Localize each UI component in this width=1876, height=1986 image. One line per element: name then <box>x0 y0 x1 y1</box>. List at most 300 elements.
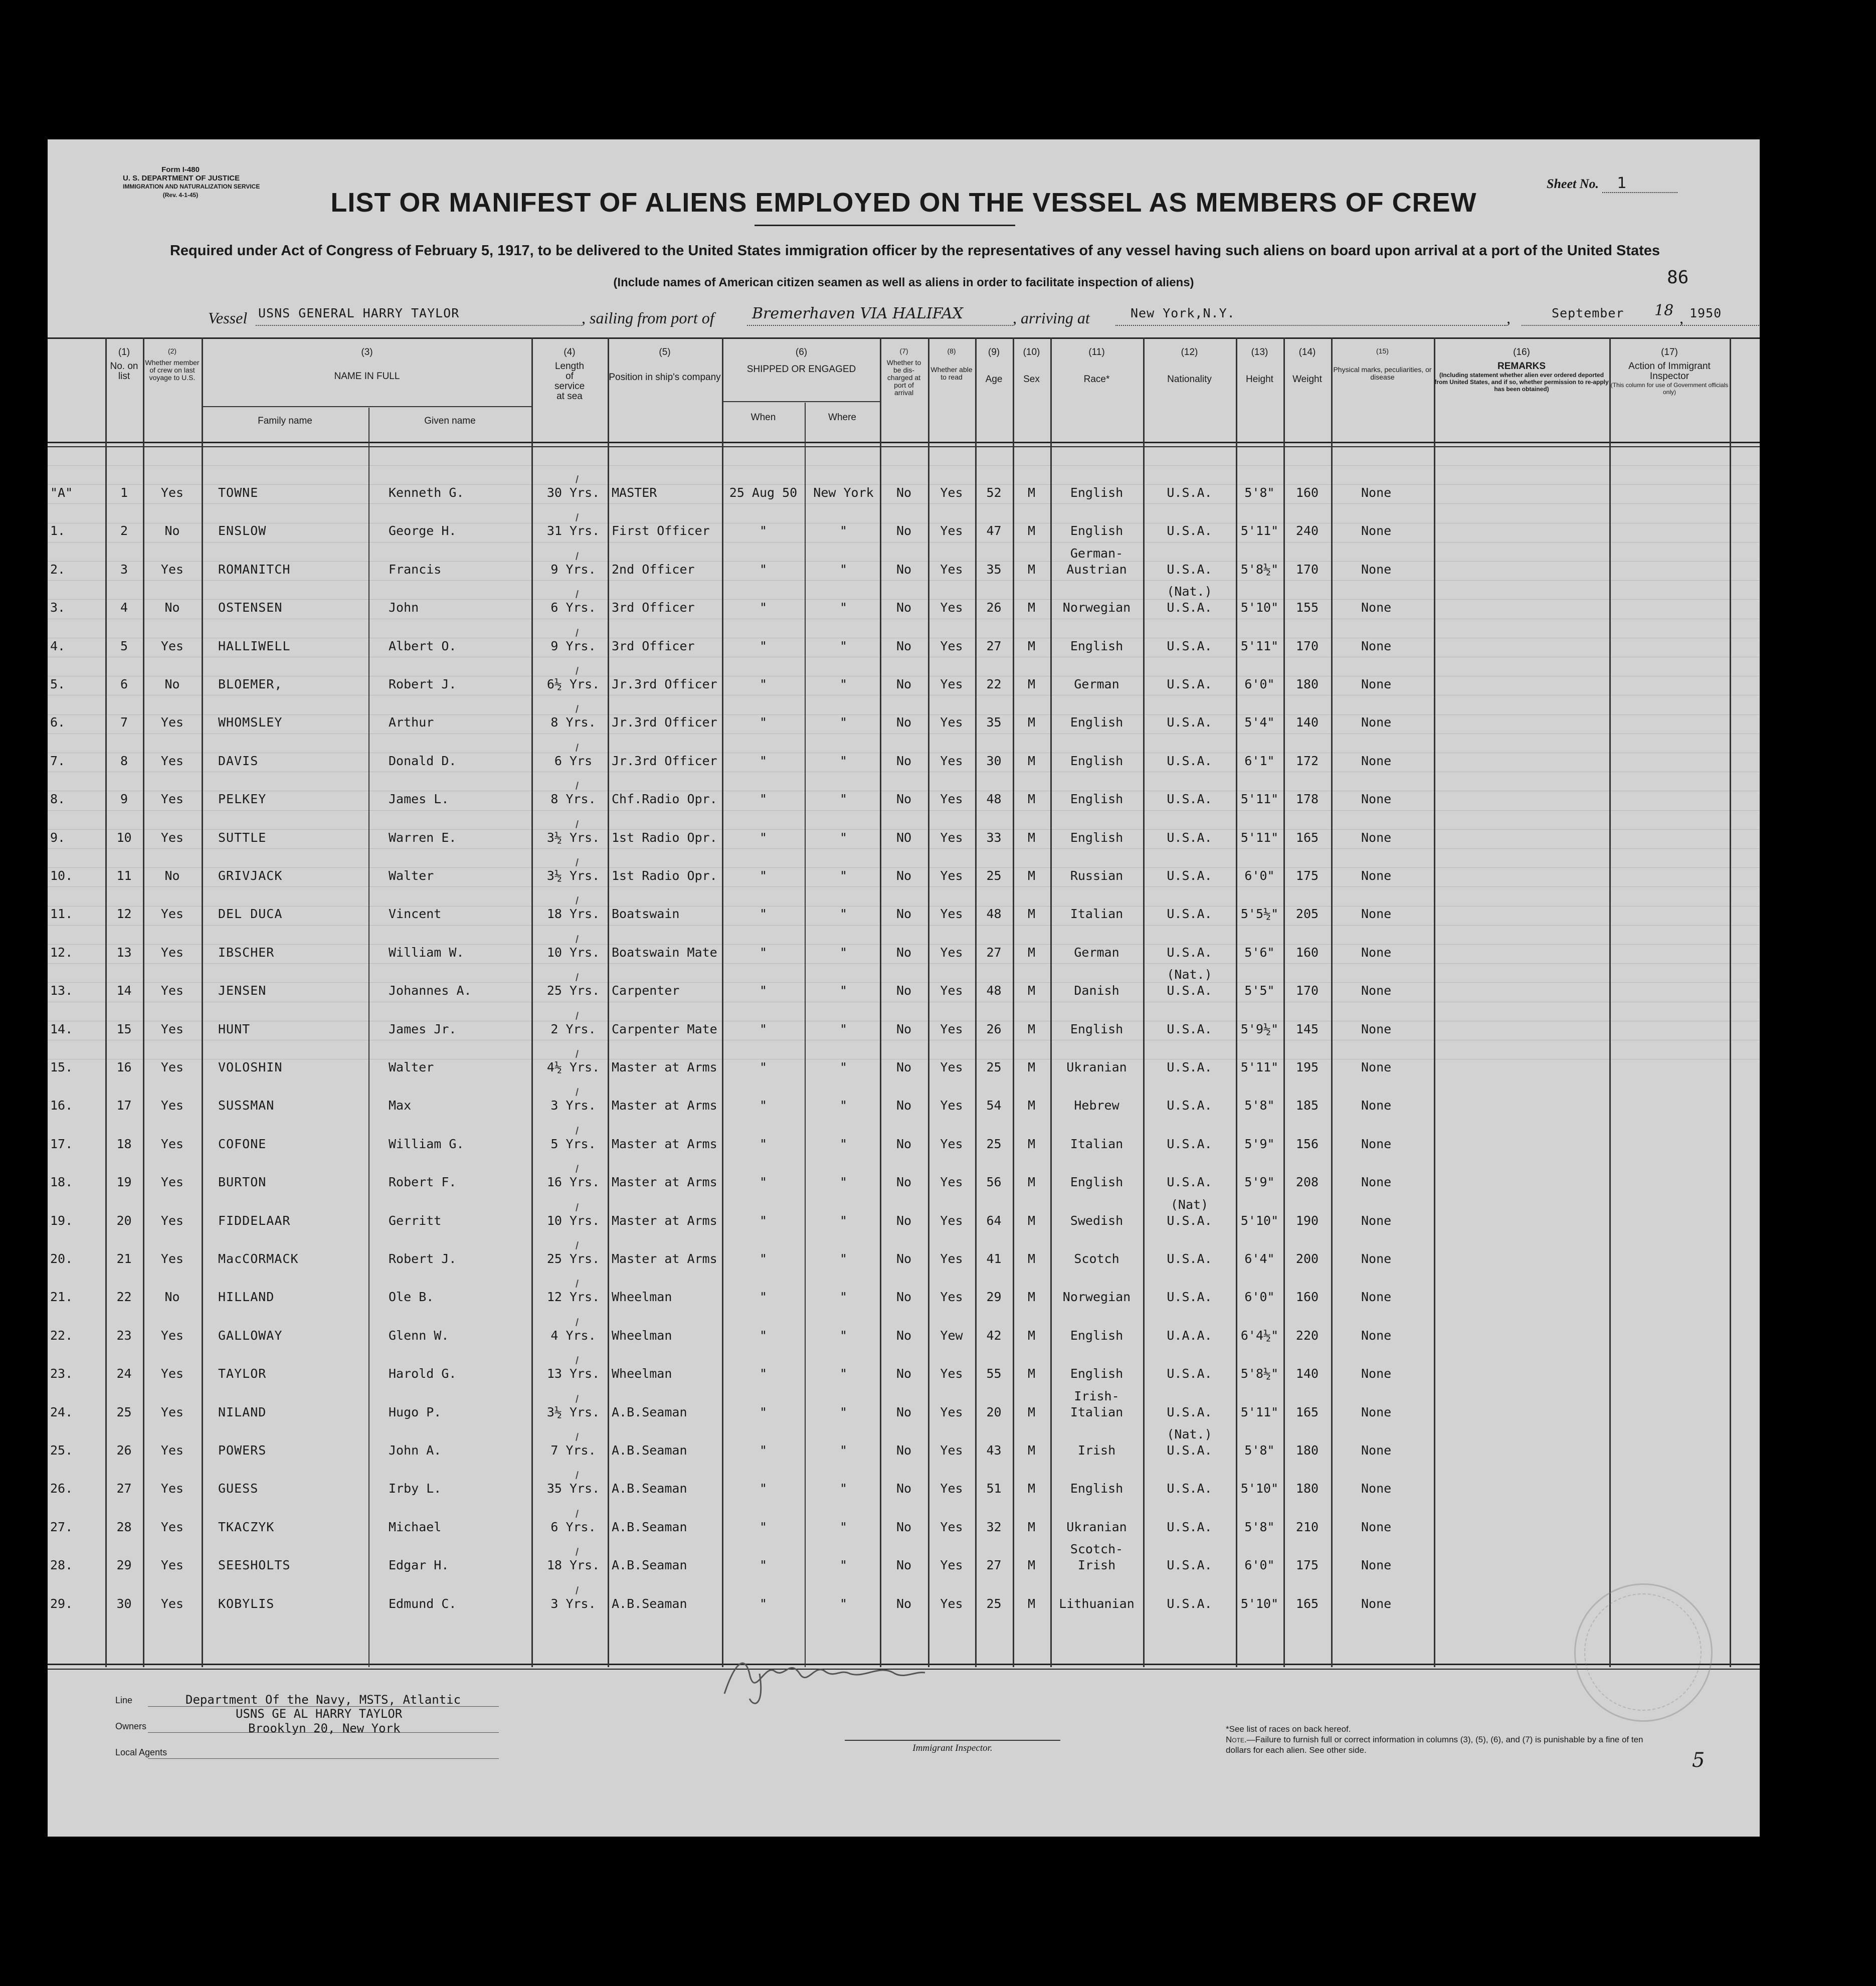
row-rule <box>48 886 1760 887</box>
length-of-service: 10 Yrs. <box>546 945 600 960</box>
given-name: Glenn W. <box>389 1328 449 1343</box>
shipped-when: " <box>759 1366 768 1381</box>
height: 6'4½" <box>1240 1328 1279 1343</box>
list-mark: 7. <box>50 753 66 768</box>
owners-label: Owners <box>115 1721 147 1731</box>
service-tick-mark <box>576 1165 579 1173</box>
weight: 195 <box>1295 1060 1319 1074</box>
column-number: (11) <box>1088 347 1105 357</box>
race: Russian <box>1070 868 1123 883</box>
able-to-read: Yes <box>940 983 963 998</box>
table-row <box>48 1328 1760 1344</box>
position: Master at Arms <box>612 1098 717 1113</box>
height: 5'4" <box>1244 715 1275 730</box>
weight: 165 <box>1295 830 1319 845</box>
length-of-service: 6 Yrs. <box>550 600 596 615</box>
include-note: (Include names of American citizen seamen as well as aliens in order to facilitate inspection of aliens) <box>613 276 1194 289</box>
height: 6'0" <box>1244 1558 1275 1573</box>
race: English <box>1070 753 1123 768</box>
list-number: 10 <box>116 830 132 845</box>
family-name: OSTENSEN <box>218 600 283 615</box>
physical-marks: None <box>1361 830 1392 845</box>
column-label: Nationality <box>1167 374 1212 385</box>
list-mark: 1. <box>50 523 66 538</box>
given-name: Robert F. <box>389 1175 457 1190</box>
header-age <box>975 347 1013 385</box>
list-number: 19 <box>116 1175 132 1190</box>
nationality: U.S.A. <box>1167 523 1212 538</box>
column-label: Position in ship's company <box>609 372 721 383</box>
discharged: No <box>896 1136 912 1151</box>
length-of-service: 3½ Yrs. <box>546 830 600 845</box>
shipped-when: " <box>759 1558 768 1573</box>
last-voyage: Yes <box>160 983 184 998</box>
race: Ukranian <box>1066 1519 1127 1534</box>
table-row <box>48 967 1760 999</box>
discharged: NO <box>896 830 912 845</box>
nationality: U.S.A. <box>1167 945 1212 960</box>
service-tick-mark <box>576 1356 579 1364</box>
sex: M <box>1027 1060 1036 1074</box>
list-number: 13 <box>116 945 132 960</box>
column-label: REMARKS <box>1497 361 1546 372</box>
column-number: (3) <box>361 347 373 357</box>
position: 3rd Officer <box>612 600 695 615</box>
table-row <box>48 1197 1760 1229</box>
family-name: VOLOSHIN <box>218 1060 283 1074</box>
table-row <box>48 715 1760 731</box>
service-tick-mark <box>576 1586 579 1594</box>
column-label: Length of service at sea <box>554 361 585 402</box>
table-row <box>48 1542 1760 1574</box>
race: English <box>1070 1366 1123 1381</box>
header-physical-marks <box>1331 347 1434 381</box>
list-mark: 22. <box>50 1328 73 1343</box>
shipped-when: " <box>759 1060 768 1074</box>
able-to-read: Yes <box>940 600 963 615</box>
note-label: Note. <box>1226 1735 1247 1744</box>
discharged: No <box>896 907 912 922</box>
length-of-service: 31 Yrs. <box>546 523 600 538</box>
age: 27 <box>986 1558 1002 1573</box>
weight: 170 <box>1295 638 1319 653</box>
nationality: U.S.A. <box>1167 1404 1212 1419</box>
position: 1st Radio Opr. <box>612 830 717 845</box>
physical-marks: None <box>1361 1404 1392 1419</box>
weight: 140 <box>1295 1366 1319 1381</box>
family-name: JENSEN <box>218 983 267 998</box>
shipped-where: " <box>839 1213 848 1228</box>
sex: M <box>1027 1328 1036 1343</box>
last-voyage: Yes <box>160 638 184 653</box>
age: 22 <box>986 677 1002 691</box>
physical-marks: None <box>1361 1213 1392 1228</box>
shipped-when: " <box>759 830 768 845</box>
header-able-to-read <box>928 347 975 381</box>
shipped-when: " <box>759 1021 768 1036</box>
height: 5'11" <box>1240 638 1279 653</box>
race: English <box>1070 792 1123 807</box>
service-tick-mark <box>576 1203 579 1211</box>
physical-marks: None <box>1361 868 1392 883</box>
family-name: FIDDELAAR <box>218 1213 291 1228</box>
discharged: No <box>896 1213 912 1228</box>
list-mark: 23. <box>50 1366 73 1381</box>
service-tick-mark <box>576 1280 579 1288</box>
service-tick-mark <box>576 475 579 483</box>
length-of-service: 9 Yrs. <box>550 638 596 653</box>
given-name: Robert J. <box>389 677 457 691</box>
header-shipped-engaged <box>722 347 881 375</box>
given-name: Max <box>389 1098 412 1113</box>
shipped-where: " <box>839 1443 848 1458</box>
header-remarks <box>1434 347 1609 393</box>
weight: 145 <box>1295 1021 1319 1036</box>
arrival-year: 1950 <box>1690 306 1722 320</box>
header-given-name: Given name <box>424 416 476 426</box>
table-row <box>48 523 1760 539</box>
arriving-at: New York,N.Y. <box>1131 306 1235 320</box>
able-to-read: Yes <box>940 792 963 807</box>
shipped-when: " <box>759 1213 768 1228</box>
vessel-label: Vessel <box>208 309 248 327</box>
position: Chf.Radio Opr. <box>612 792 717 807</box>
header-no-on-list <box>105 347 143 382</box>
race: Lithuanian <box>1059 1596 1135 1611</box>
position: 2nd Officer <box>612 562 695 577</box>
able-to-read: Yes <box>940 1213 963 1228</box>
service-tick-mark <box>576 1548 579 1556</box>
sex: M <box>1027 753 1036 768</box>
list-number: 28 <box>116 1519 132 1534</box>
list-number: 12 <box>116 907 132 922</box>
shipped-where: " <box>839 1558 848 1573</box>
title-underline <box>755 225 1015 226</box>
table-row <box>48 1098 1760 1114</box>
nationality: U.S.A. <box>1167 1021 1212 1036</box>
table-row <box>48 830 1760 846</box>
column-number: (16) <box>1513 347 1530 357</box>
able-to-read: Yes <box>940 753 963 768</box>
physical-marks: None <box>1361 1098 1392 1113</box>
inspector-signature <box>714 1644 930 1714</box>
requirement-statement: Required under Act of Congress of February 5, 1917, to be delivered to the United States immigration officer by the representatives of any vessel having such aliens on board upon arrival at a port of the United States <box>169 243 1660 259</box>
header-family-name: Family name <box>258 416 312 426</box>
service-tick-mark <box>576 858 579 866</box>
sex: M <box>1027 792 1036 807</box>
physical-marks: None <box>1361 1060 1392 1074</box>
column-label: Whether able to read <box>930 366 973 381</box>
list-number: 18 <box>116 1136 132 1151</box>
race: Ukranian <box>1066 1060 1127 1074</box>
list-number: 2 <box>120 523 128 538</box>
nationality: U.S.A. <box>1167 485 1212 500</box>
age: 27 <box>986 945 1002 960</box>
family-name: PELKEY <box>218 792 267 807</box>
height: 6'4" <box>1244 1251 1275 1266</box>
able-to-read: Yes <box>940 562 963 577</box>
shipped-when: " <box>759 1596 768 1611</box>
sex: M <box>1027 1596 1036 1611</box>
physical-marks: None <box>1361 1519 1392 1534</box>
family-name: BURTON <box>218 1175 267 1190</box>
shipped-where: New York <box>813 485 874 500</box>
service-tick-mark <box>576 820 579 828</box>
table-row <box>48 792 1760 808</box>
header-nationality <box>1143 347 1236 385</box>
column-number: (2) <box>167 347 177 355</box>
family-name: NILAND <box>218 1404 267 1419</box>
nationality-prefix: (Nat) <box>1170 1197 1209 1212</box>
service-tick-mark <box>576 1012 579 1020</box>
length-of-service: 30 Yrs. <box>546 485 600 500</box>
height: 5'10" <box>1240 600 1279 615</box>
list-number: 21 <box>116 1251 132 1266</box>
nationality: U.S.A. <box>1167 1213 1212 1228</box>
height: 5'8" <box>1244 1098 1275 1113</box>
table-row <box>48 754 1760 770</box>
shipped-when: " <box>759 523 768 538</box>
header-length-of-service <box>531 347 608 402</box>
header-last-voyage <box>143 347 202 382</box>
last-voyage: Yes <box>160 485 184 500</box>
list-number: 23 <box>116 1328 132 1343</box>
last-voyage: Yes <box>160 1596 184 1611</box>
sex: M <box>1027 1404 1036 1419</box>
nationality: U.S.A. <box>1167 868 1212 883</box>
age: 35 <box>986 715 1002 730</box>
nationality: U.S.A. <box>1167 792 1212 807</box>
sailing-label: , sailing from port of <box>582 309 714 327</box>
voyage-line: Vessel USNS GENERAL HARRY TAYLOR , sailing from port of Bremerhaven VIA HALIFAX , arriving at New York,N.Y. , September 18 , 1950 <box>208 309 1647 329</box>
header-when: When <box>751 412 776 423</box>
race: English <box>1070 1175 1123 1190</box>
physical-marks: None <box>1361 1596 1392 1611</box>
last-voyage: Yes <box>160 1366 184 1381</box>
sex: M <box>1027 485 1036 500</box>
column-number: (6) <box>795 347 808 357</box>
race: Irish <box>1077 1558 1116 1573</box>
service-tick-mark <box>576 1395 579 1403</box>
last-voyage: No <box>164 677 180 691</box>
given-name: Kenneth G. <box>389 485 464 500</box>
shipped-where: " <box>839 1175 848 1190</box>
sex: M <box>1027 1021 1036 1036</box>
given-name: George H. <box>389 523 457 538</box>
age: 48 <box>986 907 1002 922</box>
list-number: 17 <box>116 1098 132 1113</box>
family-name: TAYLOR <box>218 1366 267 1381</box>
sex: M <box>1027 638 1036 653</box>
position: 1st Radio Opr. <box>612 868 717 883</box>
shipped-where: " <box>839 715 848 730</box>
age: 26 <box>986 1021 1002 1036</box>
able-to-read: Yes <box>940 1596 963 1611</box>
able-to-read: Yes <box>940 1519 963 1534</box>
list-number: 24 <box>116 1366 132 1381</box>
date-underline <box>1522 325 1760 326</box>
physical-marks: None <box>1361 792 1392 807</box>
race: Italian <box>1070 1136 1123 1151</box>
height: 5'9" <box>1244 1175 1275 1190</box>
position: A.B.Seaman <box>612 1443 687 1458</box>
able-to-read: Yes <box>940 1136 963 1151</box>
corner-mark: 5 <box>1692 1749 1705 1772</box>
discharged: No <box>896 1404 912 1419</box>
shipped-where: " <box>839 1519 848 1534</box>
shipped-when: " <box>759 1136 768 1151</box>
family-name: COFONE <box>218 1136 267 1151</box>
family-name: SUTTLE <box>218 830 267 845</box>
sex: M <box>1027 1443 1036 1458</box>
service-tick-mark <box>576 705 579 713</box>
sheet-value: 1 <box>1602 174 1677 193</box>
table-row <box>48 945 1760 961</box>
column-label: Whether member of crew on last voyage to U.S. <box>145 358 200 382</box>
discharged: No <box>896 868 912 883</box>
service-tick-mark <box>576 513 579 521</box>
given-name: Irby L. <box>389 1481 442 1496</box>
position: Wheelman <box>612 1366 672 1381</box>
header-bottom-rule <box>48 442 1760 447</box>
column-label: Whether to be dis-charged at port of arrival <box>886 358 921 397</box>
vessel-underline <box>256 325 582 326</box>
family-name: DEL DUCA <box>218 907 283 922</box>
family-name: GRIVJACK <box>218 868 283 883</box>
given-name: Francis <box>389 562 442 577</box>
given-name: Robert J. <box>389 1251 457 1266</box>
physical-marks: None <box>1361 562 1392 577</box>
service-tick-mark <box>576 1510 579 1518</box>
table-row <box>48 1520 1760 1536</box>
table-row <box>48 1388 1760 1421</box>
shipped-when: " <box>759 1481 768 1496</box>
last-voyage: Yes <box>160 907 184 922</box>
race: English <box>1070 638 1123 653</box>
race: German <box>1074 945 1119 960</box>
shipped-where: " <box>839 523 848 538</box>
sex: M <box>1027 1213 1036 1228</box>
weight: 172 <box>1295 753 1319 768</box>
column-sublabel: (Including statement whether alien ever ordered deported from United States, and if so, whether permission to re-apply has been obtained) <box>1434 372 1609 393</box>
header-discharged <box>880 347 928 397</box>
weight: 175 <box>1295 1558 1319 1573</box>
column-number: (13) <box>1251 347 1268 357</box>
column-number: (9) <box>988 347 1000 357</box>
position: Jr.3rd Officer <box>612 715 717 730</box>
list-mark: 14. <box>50 1021 73 1036</box>
discharged: No <box>896 600 912 615</box>
family-name: POWERS <box>218 1443 267 1458</box>
position: Master at Arms <box>612 1213 717 1228</box>
height: 5'9½" <box>1240 1021 1279 1036</box>
sailing-underline <box>747 325 1013 326</box>
nationality-prefix: (Nat.) <box>1167 967 1212 982</box>
arriving-underline <box>1115 325 1507 326</box>
given-name: Edgar H. <box>389 1558 449 1573</box>
length-of-service: 3 Yrs. <box>550 1098 596 1113</box>
list-number: 6 <box>120 677 128 691</box>
weight: 190 <box>1295 1213 1319 1228</box>
column-number: (12) <box>1181 347 1198 357</box>
age: 29 <box>986 1290 1002 1305</box>
table-row <box>48 677 1760 693</box>
sex: M <box>1027 1251 1036 1266</box>
weight: 170 <box>1295 562 1319 577</box>
able-to-read: Yes <box>940 1366 963 1381</box>
given-name: Hugo P. <box>389 1404 442 1419</box>
table-row <box>48 639 1760 655</box>
shipped-where: " <box>839 945 848 960</box>
nationality: U.S.A. <box>1167 1558 1212 1573</box>
last-voyage: Yes <box>160 1098 184 1113</box>
height: 5'11" <box>1240 523 1279 538</box>
last-voyage: Yes <box>160 1558 184 1573</box>
last-voyage: Yes <box>160 1404 184 1419</box>
height: 6'0" <box>1244 868 1275 883</box>
nationality-prefix: (Nat.) <box>1167 1427 1212 1441</box>
sex: M <box>1027 677 1036 691</box>
list-number: 30 <box>116 1596 132 1611</box>
age: 25 <box>986 1136 1002 1151</box>
shipped-where: " <box>839 983 848 998</box>
weight: 170 <box>1295 983 1319 998</box>
header-weight <box>1283 347 1331 385</box>
discharged: No <box>896 638 912 653</box>
row-rule <box>48 503 1760 504</box>
shipped-where: " <box>839 1021 848 1036</box>
header-action-inspector <box>1609 347 1730 396</box>
length-of-service: 4½ Yrs. <box>546 1060 600 1074</box>
position: Master at Arms <box>612 1251 717 1266</box>
shipped-when: " <box>759 1519 768 1534</box>
last-voyage: Yes <box>160 1251 184 1266</box>
family-name: HILLAND <box>218 1290 275 1305</box>
list-number: 5 <box>120 638 128 653</box>
list-mark: 27. <box>50 1519 73 1534</box>
able-to-read: Yes <box>940 907 963 922</box>
shipped-when: " <box>759 600 768 615</box>
age: 54 <box>986 1098 1002 1113</box>
given-name: Edmund C. <box>389 1596 457 1611</box>
position: Wheelman <box>612 1290 672 1305</box>
service-tick-mark <box>576 896 579 905</box>
nationality: U.S.A. <box>1167 983 1212 998</box>
stamp-seal-inner <box>1584 1593 1702 1711</box>
list-number: 25 <box>116 1404 132 1419</box>
physical-marks: None <box>1361 677 1392 691</box>
name-subheader-rule <box>202 406 532 407</box>
list-mark: 26. <box>50 1481 73 1496</box>
nationality: U.S.A. <box>1167 1443 1212 1458</box>
sex: M <box>1027 1519 1036 1534</box>
list-mark: "A" <box>50 485 73 500</box>
discharged: No <box>896 1481 912 1496</box>
vessel-name: USNS GENERAL HARRY TAYLOR <box>258 306 460 320</box>
weight: 160 <box>1295 1290 1319 1305</box>
physical-marks: None <box>1361 907 1392 922</box>
shipped-when: " <box>759 753 768 768</box>
age: 51 <box>986 1481 1002 1496</box>
position: A.B.Seaman <box>612 1558 687 1573</box>
discharged: No <box>896 1443 912 1458</box>
length-of-service: 6 Yrs <box>554 753 593 768</box>
list-mark: 24. <box>50 1404 73 1419</box>
local-agents-underline <box>148 1758 499 1759</box>
able-to-read: Yes <box>940 830 963 845</box>
able-to-read: Yes <box>940 1175 963 1190</box>
race: Austrian <box>1066 562 1127 577</box>
